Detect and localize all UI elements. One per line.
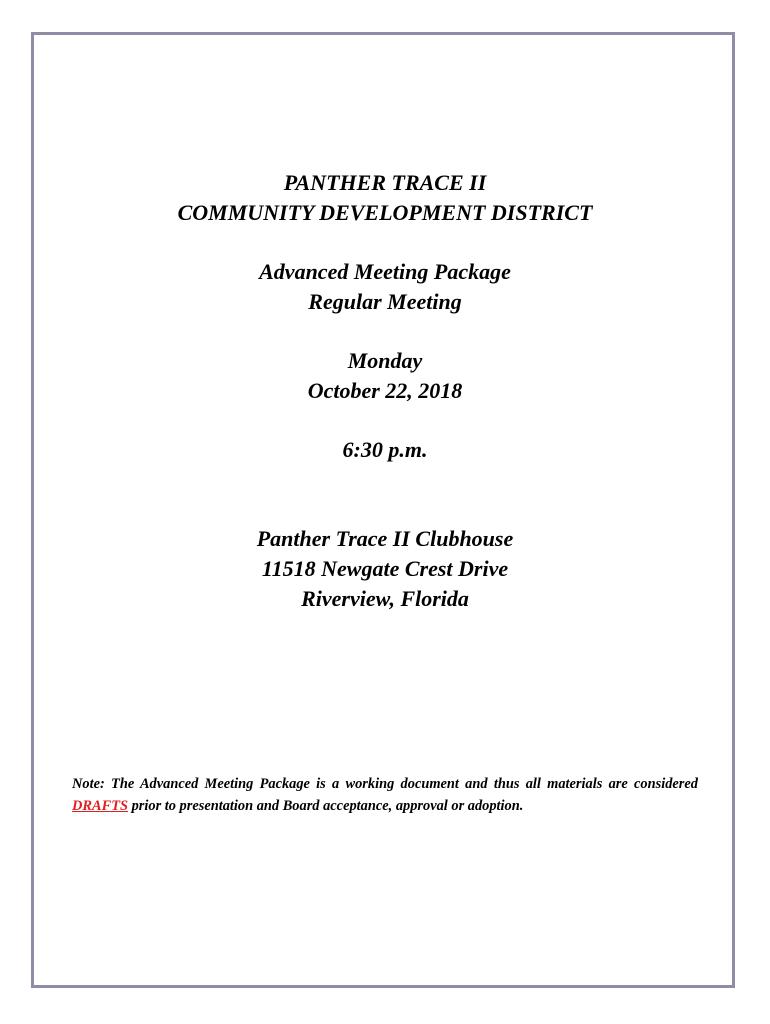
drafts-highlight: DRAFTS	[72, 798, 128, 814]
package-heading	[0, 257, 770, 317]
meeting-time: 6:30 p.m.	[342, 437, 428, 462]
meeting-date: October 22, 2018	[307, 378, 463, 403]
venue-street: 11518 Newgate Crest Drive	[261, 556, 509, 581]
district-name: PANTHER TRACE II	[283, 170, 487, 195]
meeting-time-block	[0, 435, 770, 465]
meeting-type: Regular Meeting	[308, 289, 462, 314]
note-suffix: prior to presentation and Board acceptance, approval or adoption.	[127, 798, 524, 814]
package-title: Advanced Meeting Package	[259, 259, 511, 284]
meeting-location-block	[0, 524, 770, 614]
district-type: COMMUNITY DEVELOPMENT DISTRICT	[177, 200, 593, 225]
drafts-note	[72, 773, 698, 817]
meeting-day: Monday	[347, 348, 423, 373]
district-heading	[0, 168, 770, 228]
meeting-date-block	[0, 346, 770, 406]
venue-name: Panther Trace II Clubhouse	[256, 526, 514, 551]
note-prefix: Note: The Advanced Meeting Package is a working document and thus all materials are considered	[72, 776, 698, 792]
venue-city: Riverview, Florida	[301, 586, 469, 611]
